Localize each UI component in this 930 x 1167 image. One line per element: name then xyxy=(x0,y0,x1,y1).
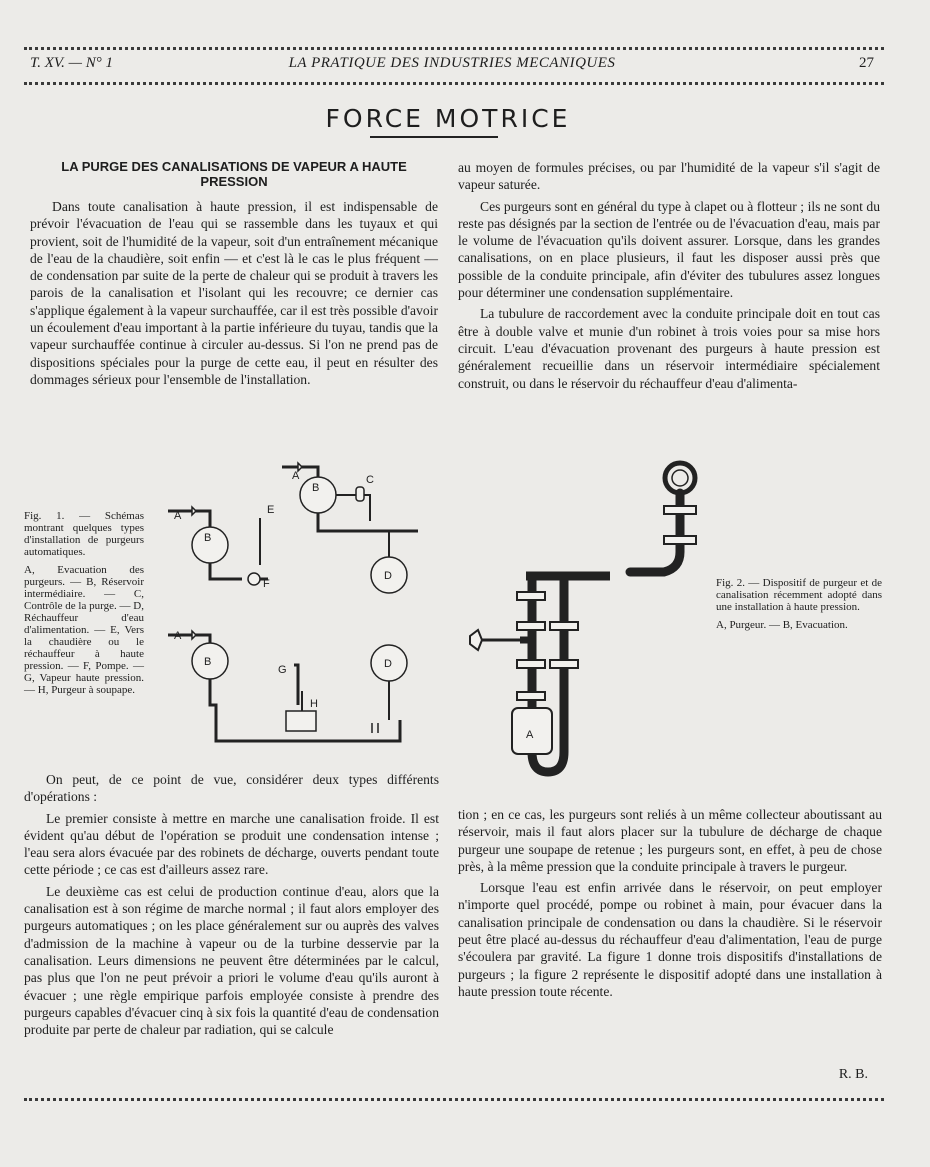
header-bottom-rule xyxy=(24,82,884,85)
journal-title: LA PRATIQUE DES INDUSTRIES MECANIQUES xyxy=(288,55,616,71)
fig1-label-b-upper: B xyxy=(312,482,320,494)
fig1-label-f: F xyxy=(263,578,270,590)
paragraph: Le premier consiste à mettre en marche une canalisation froide. Il est évident qu'au début de l'opération se produit une condensation intense ; l'eau sera alors évacuée par des robinets de décharge, ouverts pendant toute cette période ; ce cas est d'ailleurs assez rare. xyxy=(24,810,439,878)
paragraph: tion ; en ce cas, les purgeurs sont reliés à un même collecteur aboutissant au réservoir, mais il faut alors placer sur la tubulure de décharge de chaque purgeur une soupape de retenue ; les purgeurs sont, en effet, à peu de chose près, à la même pression que la conduite principale à travers le purgeur. xyxy=(458,807,882,874)
volume-number: T. XV. — N° 1 xyxy=(30,55,113,71)
fig1-label-c: C xyxy=(366,474,374,486)
right-column-top xyxy=(458,159,880,392)
fig2-caption-legend: A, Purgeur. — B, Evacuation. xyxy=(716,619,848,631)
paragraph: au moyen de formules précises, ou par l'humidité de la vapeur s'il s'agit de vapeur saturée. xyxy=(458,160,880,193)
fig1-label-b: B xyxy=(204,532,212,544)
fig1-label-g: G xyxy=(278,664,287,676)
fig1-diagram xyxy=(160,455,460,755)
footer-rule xyxy=(24,1098,884,1101)
paragraph: Le deuxième cas est celui de production continue d'eau, alors que la canalisation est à son régime de marche normal ; il faut alors employer des purgeurs automatiques ; on les place généralement sur ou auprès des valves d'admission de la machine à vapeur ou de la turbine desservie par la canalisation. Leurs dimensions ne peuvent être déterminées par le calcul, pas plus que l'on ne peut prévoir a priori le volume d'eau qu'ils auront à évacuer ; une règle empirique parfois employée consiste à prendre des purgeurs capables d'évacuer cinq à six fois la quantité d'eau de condensation produite par perte de chaleur par radiation, qui se calcule xyxy=(24,883,439,1038)
header-top-rule xyxy=(24,47,884,50)
fig1-label-a-upper: A xyxy=(292,470,300,482)
fig1-caption-title: Fig. 1. — Schémas montrant quelques types d'installation de purgeurs automatiques. xyxy=(24,510,144,558)
paragraph: Lorsque l'eau est enfin arrivée dans le réservoir, on peut employer n'importe quel procédé, pompe ou robinet à main, pour évacuer dans la canalisation principale de condensation ou dans la chaudière. Si le réservoir peut être placé au-dessus du réchauffeur d'eau d'alimentation, l'eau de purge s'écoulera par gravité. La figure 1 donne trois dispositifs d'installations de purgeurs ; la figure 2 représente le dispositif adopté dans une installation à haute pression toute récente. xyxy=(458,880,882,999)
paragraph: Dans toute canalisation à haute pression, il est indispensable de prévoir l'évacuation de l'eau qui se rassemble dans les tuyaux et qui provient, soit de l'humidité de la vapeur, soit d'un entraînement mécanique de l'eau de la chaudière, soit enfin — et c'est là le cas le plus fréquent — de condensation par suite de la perte de chaleur qui se produit à travers les parois de la canalisation et l'isolant qui les recouvre; ce dernier cas s'applique également à la vapeur surchauffée, car il est très possible d'avoir un écoulement d'eau important à la partie inférieure du tuyau, tandis que la vapeur surchauffée continue à circuler au-dessus. Si l'on ne prend pas de dispositions spéciales pour la purge de cette eau, il peut en résulter des dommages sérieux pour l'ensemble de l'installation. xyxy=(30,199,438,387)
fig2-caption xyxy=(716,577,882,631)
right-column-bottom xyxy=(458,806,882,1000)
fig1-label-h: H xyxy=(310,698,318,710)
fig1-label-b-lower: B xyxy=(204,656,212,668)
fig2-label-a: A xyxy=(526,729,534,741)
fig1-caption xyxy=(24,510,144,696)
paragraph: Ces purgeurs sont en général du type à clapet ou à flotteur ; ils ne sont du reste pas désignés par la section de l'entrée ou de l'évacuation d'eau, mais par le volume de l'évacuation qu'ils doivent assurer. Lorsque, dans les grandes canalisations, on en place plusieurs, il faut les disposer aussi près que possible de la conduite principale, afin d'éviter des tubulures assez longues pour déterminer une condensation supplémentaire. xyxy=(458,198,880,301)
section-title: FORCE MOTRICE xyxy=(325,104,571,133)
fig1-label-d: D xyxy=(384,570,392,582)
fig1-label-e: E xyxy=(267,504,275,516)
author-signature: R. B. xyxy=(838,1067,868,1082)
fig1-label-d-lower: D xyxy=(384,658,392,670)
fig1-label-a-lower: A xyxy=(174,630,182,642)
article-title: LA PURGE DES CANALISATIONS DE VAPEUR A HAUTE PRESSION xyxy=(61,159,407,189)
left-column-bottom xyxy=(24,771,439,1038)
paragraph: On peut, de ce point de vue, considérer deux types différents d'opérations : xyxy=(24,772,439,805)
running-header xyxy=(30,55,874,77)
fig2-diagram xyxy=(460,460,700,785)
page-number: 27 xyxy=(859,55,874,71)
fig1-caption-legend: A, Evacuation des purgeurs. — B, Réservoir intermédiaire. — C, Contrôle de la purge. — D, Réchauffeur d'eau d'alimentation. — E, Vers la chaudière ou le réchauffeur à haute pression. — F, Pompe. — G, Vapeur haute pression. — H, Purgeur à soupape. xyxy=(24,564,144,696)
section-title-rule xyxy=(370,136,498,138)
paragraph: La tubulure de raccordement avec la conduite principale doit en tout cas être à double valve et munie d'un robinet à trois voies pour sa mise hors circuit. L'eau d'évacuation provenant des purgeurs à haute pression est généralement recueillie dans un réservoir intermédiaire spécialement construit, ou dans le réservoir du réchauffeur d'eau d'alimenta- xyxy=(458,306,880,391)
left-column-top xyxy=(30,159,438,388)
fig2-caption-title: Fig. 2. — Dispositif de purgeur et de canalisation récemment adopté dans une installation à haute pression. xyxy=(716,577,882,613)
fig1-label-a: A xyxy=(174,510,182,522)
